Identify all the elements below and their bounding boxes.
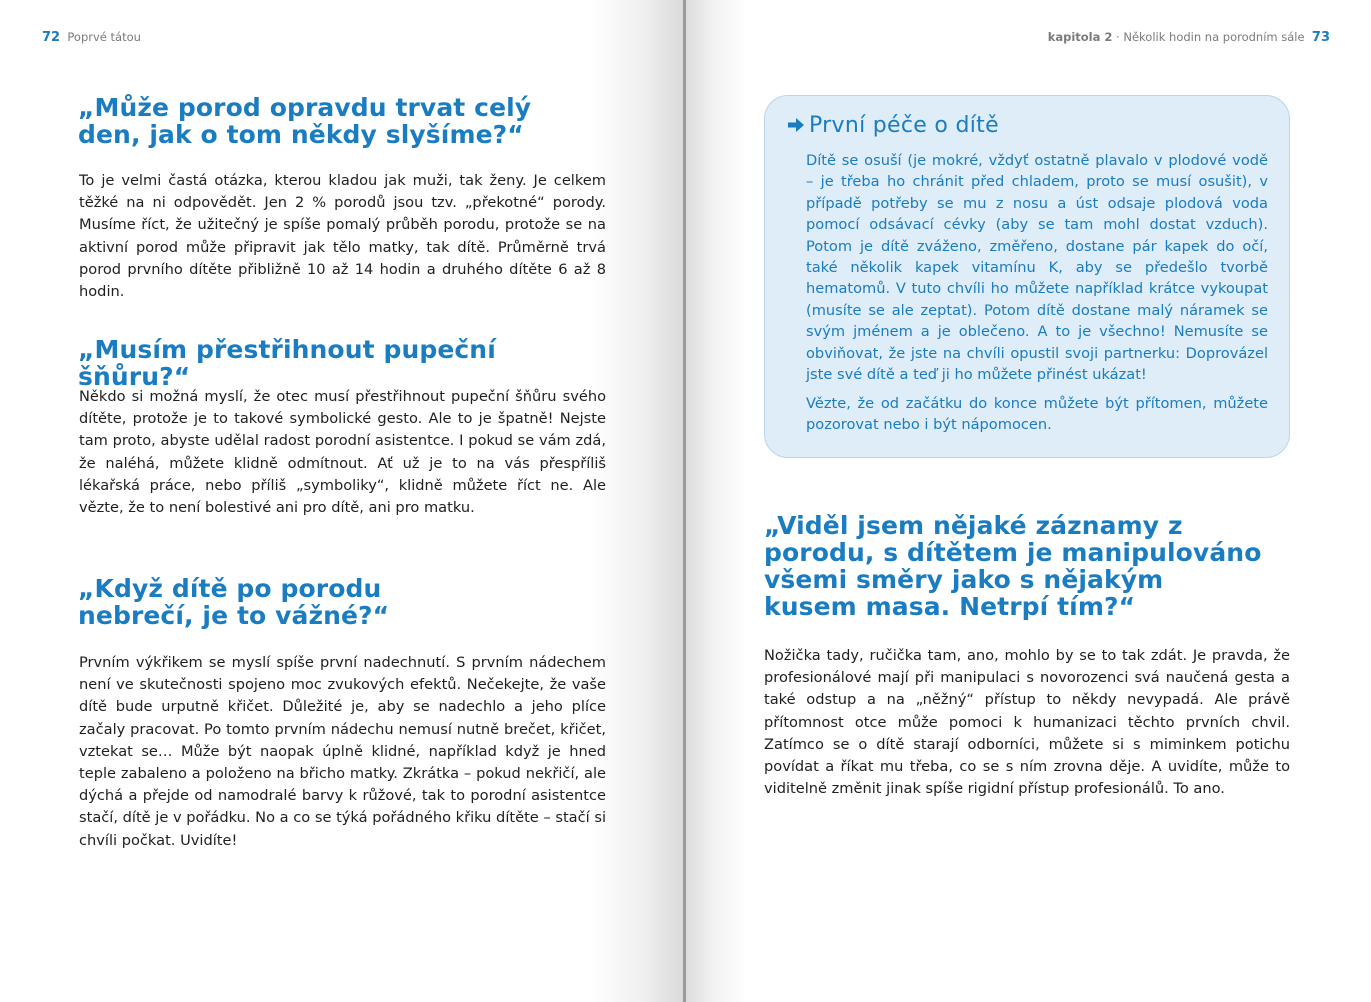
info-box bbox=[764, 95, 1290, 458]
info-box-paragraph-2: Vězte, že od začátku do konce můžete být přítomen, můžete pozorovat nebo i být nápomocen. bbox=[806, 395, 1268, 434]
info-box-paragraph-1: Dítě se osuší (je mokré, vždyť ostatně plavalo v plodové vodě – je třeba ho chránit před chladem, proto se musí osušit), v případě potřeby se mu z nosu a úst odsaje plodová voda pomocí odsávací cévky (aby se tam mohl dostat vzduch). Potom je dítě zváženo, změřeno, dostane pár kapek do očí, také několik kapek vitamínu K, aby se předešlo tvorbě hematomů. V tuto chvíli ho můžete například krátce vykoupat (musíte se ale zeptat). Potom dítě dostane malý náramek se svým jménem a je oblečeno. A to je všechno! Nemusíte se obviňovat, že jste na chvíli opustil svoji partnerku: Doprovázel jste své dítě a teď ji ho můžete přinést ukázat! bbox=[806, 152, 1268, 384]
info-box-title bbox=[787, 113, 999, 138]
section-heading-3: „Když dítě po porodu nebrečí, je to vážné?“ bbox=[78, 574, 390, 630]
section-body-3: Prvním výkřikem se myslí spíše první nadechnutí. S prvním nádechem není ve skutečnosti spojeno moc zvukových efektů. Nečekejte, že vaše dítě bude urputně křičet. Důležité je, aby se nadechlo a jeho plíce začaly pracovat. Po tomto prvním nádechu nemusí nutně brečet, křičet, vztekat se… Může být naopak úplně klidné, například když je hned teple zabaleno a položeno na břicho matky. Zkrátka – pokud nekřičí, ale dýchá a přejde od namodralé barvy k růžové, tak to porodní asistentce stačí, dítě je v pořádku. No a co se týká pořádného křiku dítěte – stačí si chvíli počkat. Uvidíte! bbox=[79, 654, 606, 849]
section-heading-1: „Může porod opravdu trvat celý den, jak o tom někdy slyšíme?“ bbox=[78, 93, 532, 149]
left-page-number: 72 bbox=[42, 30, 61, 45]
section-heading-4: „Viděl jsem nějaké záznamy z porodu, s dítětem je manipulováno všemi směry jako s nějakým kusem masa. Netrpí tím?“ bbox=[764, 511, 1262, 621]
chapter-title: Několik hodin na porodním sále bbox=[1123, 30, 1305, 44]
info-box-title-text: První péče o dítě bbox=[809, 113, 999, 138]
section-heading-2: „Musím přestřihnout pupeční šňůru?“ bbox=[78, 335, 496, 391]
chapter-label: kapitola 2 bbox=[1047, 30, 1113, 44]
arrow-right-icon bbox=[787, 116, 805, 134]
left-running-head bbox=[42, 30, 141, 45]
section-body-1: To je velmi častá otázka, kterou kladou jak muži, tak ženy. Je celkem těžké na ni odpovědět. Jen 2 % porodů jsou tzv. „překotné“ porody. Musíme říct, že užitečný je spíše pomalý průběh porodu, protože se na aktivní porod může připravit jak tělo matky, tak dítě. Průměrně trvá porod prvního dítěte přibližně 10 až 14 hodin a druhého dítěte 6 až 8 hodin. bbox=[79, 172, 606, 301]
right-running-head bbox=[1048, 30, 1330, 45]
left-page bbox=[0, 0, 684, 1002]
right-page bbox=[686, 0, 1371, 1002]
header-separator: · bbox=[1112, 30, 1124, 44]
book-title: Poprvé tátou bbox=[67, 30, 141, 44]
section-body-2: Někdo si možná myslí, že otec musí přestřihnout pupeční šňůru svého dítěte, protože je to takové symbolické gesto. Ale to je špatně! Nejste tam proto, abyste udělal radost porodní asistentce. I pokud se vám zdá, že naléhá, můžete klidně odmítnout. Ať už je to na vás přespříliš lékařská práce, nebo příliš „symboliky“, klidně můžete říct ne. Ale vězte, že to není bolestivé ani pro dítě, ani pro matku. bbox=[79, 388, 606, 517]
right-page-number: 73 bbox=[1311, 30, 1330, 45]
section-body-4: Nožička tady, ručička tam, ano, mohlo by se to tak zdát. Je pravda, že profesionálové mají při manipulaci s novorozenci svá naučená gesta a také odstup a na „něžný“ přístup to někdy nevypadá. Ale právě přítomnost otce může pomoci k humanizaci těchto prvních chvil. Zatímco se o dítě starají odborníci, můžete si s miminkem potichu povídat a říkat mu třeba, co se s ním zrovna děje. A uvidíte, může to viditelně změnit jinak spíše rigidní přístup profesionálů. To ano. bbox=[764, 647, 1290, 798]
